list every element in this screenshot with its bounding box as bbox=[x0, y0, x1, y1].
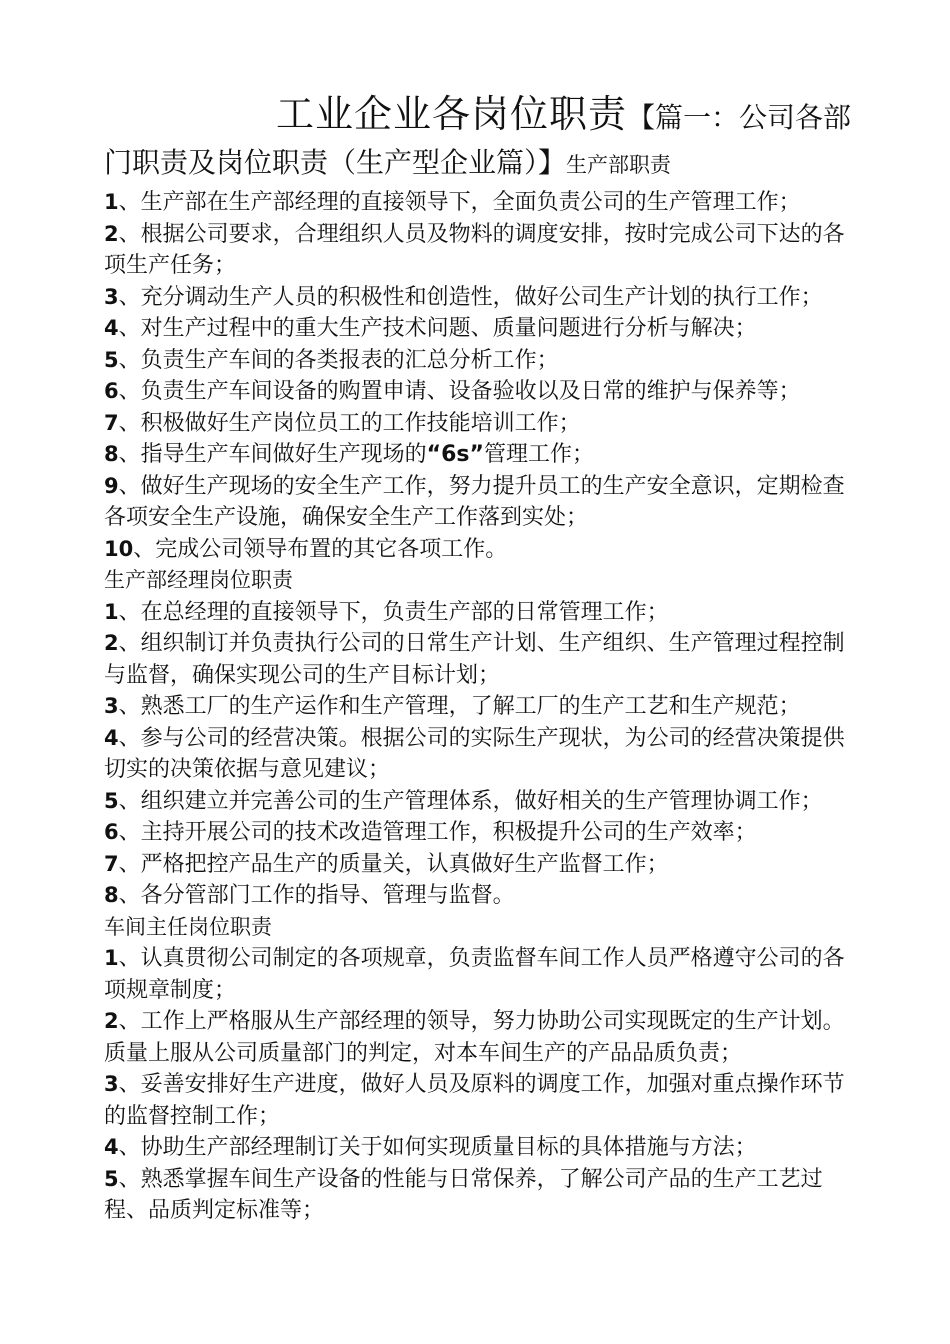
list-item: 2、组织制订并负责执行公司的日常生产计划、生产组织、生产管理过程控制与监督，确保实现公司的生产目标计划； bbox=[104, 631, 845, 688]
list-item: 2、根据公司要求，合理组织人员及物料的调度安排，按时完成公司下达的各项生产任务； bbox=[104, 221, 845, 278]
list-item: 4、对生产过程中的重大生产技术问题、质量问题进行分析与解决； bbox=[104, 316, 757, 341]
document-body bbox=[104, 187, 856, 1227]
title-section: 生产部职责 bbox=[566, 153, 672, 177]
section-heading-workshop-director: 车间主任岗位职责 bbox=[104, 914, 272, 939]
title-subtitle: 【篇一：公司各部门职责及岗位职责（生产型企业篇）】 bbox=[104, 101, 852, 179]
list-item: 1、生产部在生产部经理的直接领导下，全面负责公司的生产管理工作； bbox=[104, 190, 801, 215]
list-item: 8、各分管部门工作的指导、管理与监督。 bbox=[104, 883, 515, 908]
list-item: 5、负责生产车间的各类报表的汇总分析工作； bbox=[104, 347, 559, 373]
list-item: 6、主持开展公司的技术改造管理工作，积极提升公司的生产效率； bbox=[104, 820, 757, 845]
list-item: 8、指导生产车间做好生产现场的“6s”管理工作； bbox=[104, 442, 594, 467]
list-item: 3、充分调动生产人员的积极性和创造性，做好公司生产计划的执行工作； bbox=[104, 284, 823, 310]
list-item: 7、严格把控产品生产的质量关，认真做好生产监督工作； bbox=[104, 851, 669, 877]
title-main: 工业企业各岗位职责 bbox=[276, 92, 628, 136]
list-item: 1、在总经理的直接领导下，负责生产部的日常管理工作； bbox=[104, 599, 669, 625]
document-title bbox=[104, 92, 856, 187]
list-item: 1、认真贯彻公司制定的各项规章，负责监督车间工作人员严格遵守公司的各项规章制度； bbox=[104, 946, 845, 1003]
list-item: 5、熟悉掌握车间生产设备的性能与日常保养，了解公司产品的生产工艺过程、品质判定标准等； bbox=[104, 1166, 823, 1223]
list-item: 10、完成公司领导布置的其它各项工作。 bbox=[104, 536, 508, 562]
section-heading-production-manager: 生产部经理岗位职责 bbox=[104, 568, 293, 592]
list-item: 3、熟悉工厂的生产运作和生产管理，了解工厂的生产工艺和生产规范； bbox=[104, 694, 801, 719]
list-item: 7、积极做好生产岗位员工的工作技能培训工作； bbox=[104, 410, 581, 436]
six-s-term: “6s” bbox=[426, 442, 484, 467]
list-item: 2、工作上严格服从生产部经理的领导，努力协助公司实现既定的生产计划。质量上服从公司质量部门的判定，对本车间生产的产品品质负责； bbox=[104, 1009, 845, 1066]
list-item: 4、协助生产部经理制订关于如何实现质量目标的具体措施与方法； bbox=[104, 1135, 757, 1160]
list-item: 9、做好生产现场的安全生产工作，努力提升员工的生产安全意识，定期检查各项安全生产设施，确保安全生产工作落到实处； bbox=[104, 473, 845, 530]
list-item: 6、负责生产车间设备的购置申请、设备验收以及日常的维护与保养等； bbox=[104, 379, 801, 404]
list-item: 5、组织建立并完善公司的生产管理体系，做好相关的生产管理协调工作； bbox=[104, 788, 823, 814]
list-item: 3、妥善安排好生产进度，做好人员及原料的调度工作，加强对重点操作环节的监督控制工作； bbox=[104, 1072, 845, 1129]
list-item: 4、参与公司的经营决策。根据公司的实际生产现状，为公司的经营决策提供切实的决策依据与意见建议； bbox=[104, 725, 845, 782]
